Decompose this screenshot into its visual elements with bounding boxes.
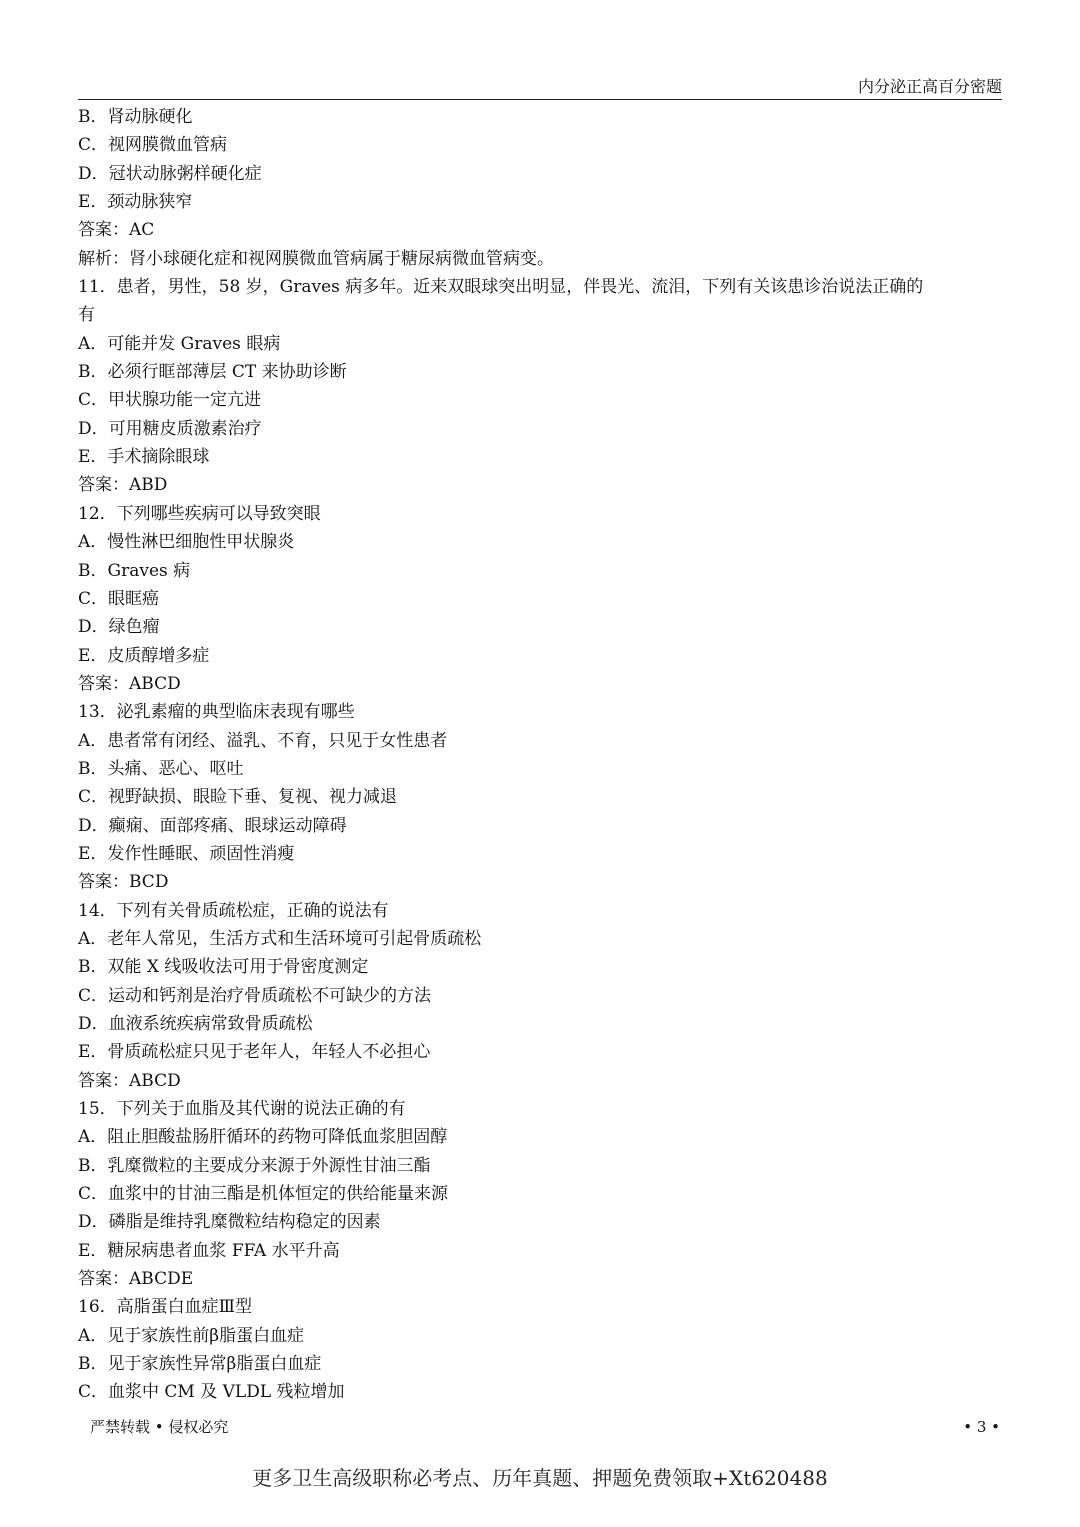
text-line: D．血液系统疾病常致骨质疏松 xyxy=(78,1014,313,1034)
text-line: B．乳糜微粒的主要成分来源于外源性甘油三酯 xyxy=(78,1155,431,1176)
text-line: A．阻止胆酸盐肠肝循环的药物可降低血浆胆固醇 xyxy=(78,1127,448,1148)
text-line: B．肾动脉硬化 xyxy=(78,107,193,127)
text-line: C．眼眶癌 xyxy=(78,588,160,609)
text-line: A．患者常有闭经、溢乳、不育，只见于女性患者 xyxy=(78,730,448,751)
promo-banner: 更多卫生高级职称必考点、历年真题、押题免费领取+Xt620488 xyxy=(252,1466,828,1490)
text-line: E．皮质醇增多症 xyxy=(78,645,210,666)
text-line: 12．下列哪些疾病可以导致突眼 xyxy=(78,503,321,524)
header-rule xyxy=(78,99,1002,100)
text-line: B．头痛、恶心、呕吐 xyxy=(78,758,244,779)
text-line: E．糖尿病患者血浆 FFA 水平升高 xyxy=(78,1240,340,1261)
text-line: D．冠状动脉粥样硬化症 xyxy=(78,163,262,184)
text-line: C．甲状腺功能一定亢进 xyxy=(78,390,262,411)
text-line: E．颈动脉狭窄 xyxy=(78,192,193,213)
header-title: 内分泌正高百分密题 xyxy=(857,77,1002,96)
text-line: A．慢性淋巴细胞性甲状腺炎 xyxy=(78,532,295,553)
text-line: B．双能 X 线吸收法可用于骨密度测定 xyxy=(78,957,369,978)
text-line: D．磷脂是维持乳糜微粒结构稳定的因素 xyxy=(78,1212,381,1233)
text-line: 13．泌乳素瘤的典型临床表现有哪些 xyxy=(78,702,355,723)
text-line: A．可能并发 Graves 眼病 xyxy=(78,333,281,354)
text-line: D．可用糖皮质激素治疗 xyxy=(78,418,262,439)
text-line: D．绿色瘤 xyxy=(78,617,160,638)
text-line: C．运动和钙剂是治疗骨质疏松不可缺少的方法 xyxy=(78,985,432,1006)
text-line: 有 xyxy=(78,305,95,326)
page-header xyxy=(78,76,1002,100)
footer-copyright: 严禁转载 • 侵权必究 xyxy=(90,1418,229,1436)
text-line: 答案：ABD xyxy=(78,475,168,496)
text-line: 答案：ABCD xyxy=(78,1070,181,1091)
text-line: B．必须行眶部薄层 CT 来协助诊断 xyxy=(78,362,347,383)
text-line: C．视网膜微血管病 xyxy=(78,135,228,156)
text-line: C．血浆中 CM 及 VLDL 残粒增加 xyxy=(78,1382,345,1403)
page-number: • 3 • xyxy=(963,1418,1000,1436)
text-line: D．癫痫、面部疼痛、眼球运动障碍 xyxy=(78,815,347,836)
text-line: 15．下列关于血脂及其代谢的说法正确的有 xyxy=(78,1099,406,1120)
text-line: 14．下列有关骨质疏松症，正确的说法有 xyxy=(78,900,389,921)
text-line: C．血浆中的甘油三酯是机体恒定的供给能量来源 xyxy=(78,1184,449,1205)
text-line: 解析：肾小球硬化症和视网膜微血管病属于糖尿病微血管病变。 xyxy=(78,248,554,269)
text-line: 16．高脂蛋白血症Ⅲ型 xyxy=(78,1297,253,1318)
text-line: 答案：ABCDE xyxy=(78,1269,194,1290)
text-line: 11．患者，男性，58 岁，Graves 病多年。近来双眼球突出明显，伴畏光、流泪，下列有关该患诊治说法正确的 xyxy=(78,277,924,298)
text-line: A．老年人常见，生活方式和生活环境可引起骨质疏松 xyxy=(78,928,482,949)
text-line: E．发作性睡眠、顽固性消瘦 xyxy=(78,843,295,864)
text-line: B．Graves 病 xyxy=(78,560,191,581)
text-line: A．见于家族性前β脂蛋白血症 xyxy=(78,1325,305,1346)
text-line: 答案：ABCD xyxy=(78,673,181,694)
page-content xyxy=(78,103,1008,1407)
text-line: 答案：BCD xyxy=(78,872,169,893)
text-line: E．手术摘除眼球 xyxy=(78,447,210,468)
text-line: C．视野缺损、眼睑下垂、复视、视力减退 xyxy=(78,787,398,808)
text-line: B．见于家族性异常β脂蛋白血症 xyxy=(78,1354,322,1375)
text-line: 答案：AC xyxy=(78,220,155,241)
text-line: E．骨质疏松症只见于老年人，年轻人不必担心 xyxy=(78,1042,431,1063)
